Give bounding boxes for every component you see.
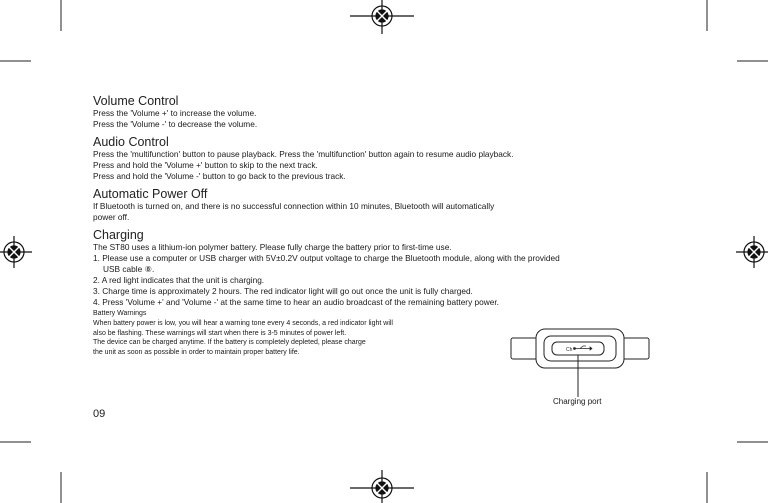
audio-line: Press and hold the 'Volume +' button to skip to the next track.	[93, 160, 318, 170]
warning-line: When battery power is low, you will hear a warning tone every 4 seconds, a red indicator light will	[93, 320, 393, 327]
audio-line: Press and hold the 'Volume -' button to go back to the previous track.	[93, 171, 346, 181]
volume-line: Press the 'Volume -' to decrease the volume.	[93, 119, 258, 129]
volume-control-heading: Volume Control	[93, 94, 179, 108]
charging-line: The ST80 uses a lithium-ion polymer battery. Please fully charge the battery prior to first-time use.	[93, 242, 452, 252]
registration-mark-right	[736, 236, 768, 268]
audio-line: Press the 'multifunction' button to pause playback. Press the 'multifunction' button again to resume audio playback.	[93, 149, 514, 159]
charging-step: 2. A red light indicates that the unit is charging.	[93, 275, 265, 285]
charging-port-label: Charging port	[553, 397, 602, 406]
warning-line: The device can be charged anytime. If the battery is completely depleted, please charge	[93, 339, 366, 347]
manual-page-content	[93, 94, 653, 357]
power-line: power off.	[93, 212, 130, 222]
device-charging-illustration	[510, 326, 650, 398]
registration-mark-left	[0, 236, 32, 268]
device-label: Ch	[566, 347, 573, 353]
charging-heading: Charging	[93, 228, 144, 242]
charging-step: 4. Press 'Volume +' and 'Volume -' at the same time to hear an audio broadcast of the remaining battery power.	[93, 297, 499, 307]
warning-line: also be flashing. These warnings will start when there is 3-5 minutes of power left.	[93, 329, 347, 337]
volume-line: Press the 'Volume +' to increase the volume.	[93, 108, 257, 118]
registration-mark-top	[350, 0, 414, 34]
power-line: If Bluetooth is turned on, and there is no successful connection within 10 minutes, Bluetooth will automatically	[93, 201, 495, 211]
page-number: 09	[93, 408, 106, 420]
audio-control-heading: Audio Control	[93, 135, 169, 149]
battery-warnings-heading: Battery Warnings	[93, 310, 147, 317]
charging-step-continued: USB cable ⑧.	[103, 264, 155, 274]
registration-mark-bottom	[350, 470, 414, 503]
charging-step: 1. Please use a computer or USB charger with 5V±0.2V output voltage to charge the Bluetooth module, along with the provided	[93, 253, 560, 263]
charging-step: 3. Charge time is approximately 2 hours. The red indicator light will go out once the unit is fully charged.	[93, 286, 473, 296]
power-off-heading: Automatic Power Off	[93, 187, 208, 201]
warning-line: the unit as soon as possible in order to maintain proper battery life.	[93, 348, 300, 356]
